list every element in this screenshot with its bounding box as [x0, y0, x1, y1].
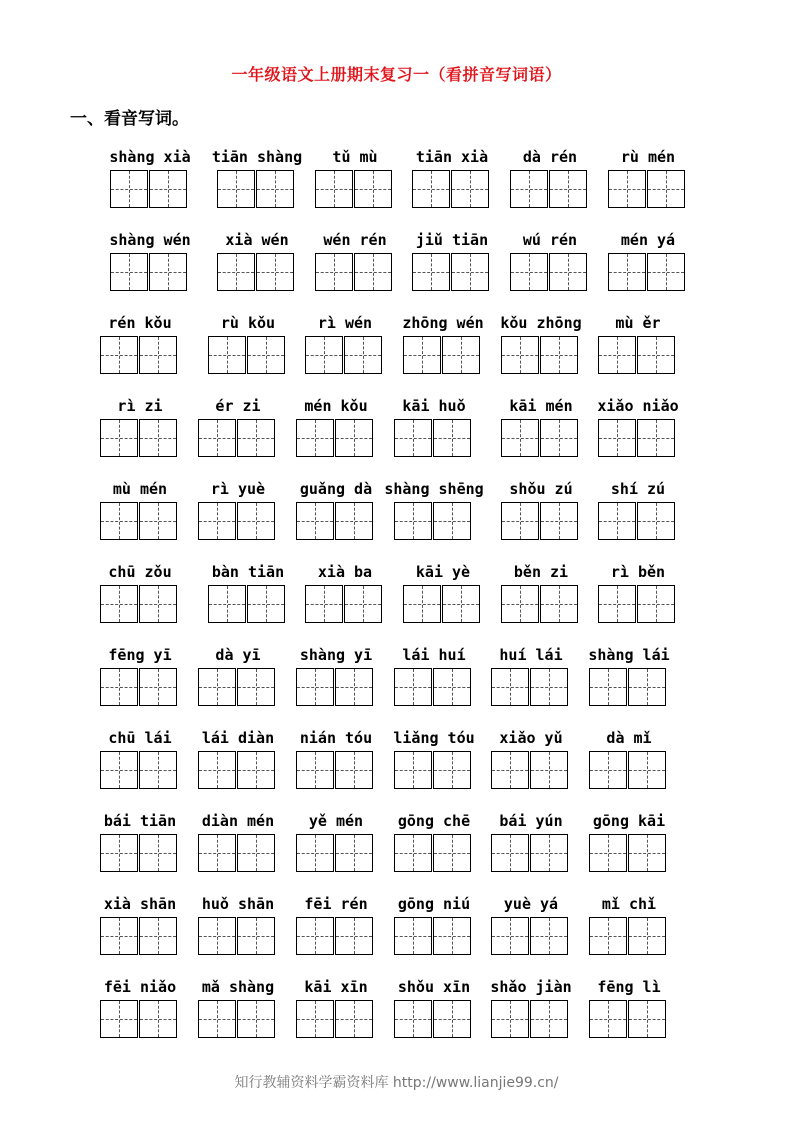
pinyin-label: lái diàn: [201, 729, 275, 747]
tian-zi-grid-box[interactable]: [256, 170, 294, 208]
pinyin-label: chū lái: [108, 729, 172, 747]
tian-zi-grid-box[interactable]: [296, 419, 334, 457]
pinyin-label: yuè yá: [503, 895, 559, 913]
pinyin-label: rù mén: [620, 148, 676, 166]
tian-zi-grid-box[interactable]: [530, 917, 568, 955]
writing-boxes: [589, 1000, 667, 1038]
tian-zi-grid-box[interactable]: [198, 502, 236, 540]
pinyin-label: mù mén: [112, 480, 168, 498]
tian-zi-grid-box[interactable]: [296, 834, 334, 872]
tian-zi-grid-box[interactable]: [335, 917, 373, 955]
tian-zi-grid-box[interactable]: [256, 253, 294, 291]
writing-boxes: [394, 834, 472, 872]
tian-zi-grid-box[interactable]: [247, 336, 285, 374]
tian-zi-grid-box[interactable]: [296, 751, 334, 789]
writing-boxes: [296, 917, 374, 955]
pinyin-label: rén kǒu: [108, 314, 172, 332]
tian-zi-grid-box[interactable]: [100, 502, 138, 540]
pinyin-label: dà mǐ: [606, 729, 652, 747]
pinyin-label: kāi huǒ: [402, 397, 466, 415]
tian-zi-grid-box[interactable]: [315, 253, 353, 291]
tian-zi-grid-box[interactable]: [100, 834, 138, 872]
tian-zi-grid-box[interactable]: [491, 751, 529, 789]
writing-boxes: [100, 336, 178, 374]
pinyin-label: xià ba: [317, 563, 373, 581]
tian-zi-grid-box[interactable]: [296, 917, 334, 955]
tian-zi-grid-box[interactable]: [247, 585, 285, 623]
writing-boxes: [412, 170, 490, 208]
tian-zi-grid-box[interactable]: [237, 668, 275, 706]
pinyin-label: xiǎo yǔ: [499, 729, 563, 747]
writing-boxes: [608, 170, 686, 208]
pinyin-label: rì yuè: [210, 480, 266, 498]
pinyin-label: mǐ chǐ: [601, 895, 657, 913]
tian-zi-grid-box[interactable]: [335, 751, 373, 789]
tian-zi-grid-box[interactable]: [208, 336, 246, 374]
tian-zi-grid-box[interactable]: [442, 585, 480, 623]
tian-zi-grid-box[interactable]: [217, 253, 255, 291]
writing-boxes: [100, 668, 178, 706]
tian-zi-grid-box[interactable]: [647, 253, 685, 291]
pinyin-label: gōng chē: [397, 812, 471, 830]
writing-boxes: [198, 751, 276, 789]
tian-zi-grid-box[interactable]: [637, 502, 675, 540]
pinyin-label: gōng kāi: [592, 812, 666, 830]
tian-zi-grid-box[interactable]: [335, 668, 373, 706]
tian-zi-grid-box[interactable]: [394, 668, 432, 706]
pinyin-label: gōng niú: [397, 895, 471, 913]
tian-zi-grid-box[interactable]: [491, 1000, 529, 1038]
pinyin-label: yě mén: [308, 812, 364, 830]
tian-zi-grid-box[interactable]: [530, 834, 568, 872]
tian-zi-grid-box[interactable]: [628, 1000, 666, 1038]
tian-zi-grid-box[interactable]: [217, 170, 255, 208]
pinyin-label: shí zú: [610, 480, 666, 498]
tian-zi-grid-box[interactable]: [589, 834, 627, 872]
writing-boxes: [208, 336, 286, 374]
tian-zi-grid-box[interactable]: [589, 1000, 627, 1038]
tian-zi-grid-box[interactable]: [100, 1000, 138, 1038]
tian-zi-grid-box[interactable]: [491, 668, 529, 706]
tian-zi-grid-box[interactable]: [433, 1000, 471, 1038]
writing-boxes: [296, 834, 374, 872]
tian-zi-grid-box[interactable]: [100, 917, 138, 955]
tian-zi-grid-box[interactable]: [315, 170, 353, 208]
writing-boxes: [608, 253, 686, 291]
pinyin-label: huí lái: [499, 646, 563, 664]
tian-zi-grid-box[interactable]: [530, 1000, 568, 1038]
tian-zi-grid-box[interactable]: [628, 917, 666, 955]
tian-zi-grid-box[interactable]: [296, 668, 334, 706]
tian-zi-grid-box[interactable]: [433, 419, 471, 457]
writing-boxes: [589, 834, 667, 872]
tian-zi-grid-box[interactable]: [335, 834, 373, 872]
pinyin-label: fēng lì: [597, 978, 661, 996]
pinyin-label: tiān shàng: [211, 148, 303, 166]
writing-boxes: [510, 253, 588, 291]
tian-zi-grid-box[interactable]: [208, 585, 246, 623]
tian-zi-grid-box[interactable]: [100, 419, 138, 457]
tian-zi-grid-box[interactable]: [305, 585, 343, 623]
tian-zi-grid-box[interactable]: [510, 253, 548, 291]
writing-boxes: [394, 419, 472, 457]
writing-boxes: [198, 502, 276, 540]
tian-zi-grid-box[interactable]: [100, 336, 138, 374]
writing-boxes: [296, 502, 374, 540]
pinyin-label: guǎng dà: [299, 480, 373, 498]
pinyin-label: bái tiān: [103, 812, 177, 830]
tian-zi-grid-box[interactable]: [305, 336, 343, 374]
pinyin-label: fēi niǎo: [103, 978, 177, 996]
tian-zi-grid-box[interactable]: [139, 834, 177, 872]
pinyin-label: bàn tiān: [211, 563, 285, 581]
tian-zi-grid-box[interactable]: [198, 917, 236, 955]
tian-zi-grid-box[interactable]: [451, 253, 489, 291]
writing-boxes: [403, 336, 481, 374]
section-heading: 一、看音写词。: [70, 109, 189, 129]
tian-zi-grid-box[interactable]: [510, 170, 548, 208]
pinyin-label: kāi xīn: [304, 978, 368, 996]
tian-zi-grid-box[interactable]: [139, 668, 177, 706]
tian-zi-grid-box[interactable]: [149, 253, 187, 291]
tian-zi-grid-box[interactable]: [549, 253, 587, 291]
tian-zi-grid-box[interactable]: [394, 1000, 432, 1038]
tian-zi-grid-box[interactable]: [412, 253, 450, 291]
writing-boxes: [501, 502, 579, 540]
tian-zi-grid-box[interactable]: [598, 336, 636, 374]
pinyin-label: tiān xià: [415, 148, 489, 166]
page-title: 一年级语文上册期末复习一（看拼音写词语）: [231, 65, 562, 84]
pinyin-label: nián tóu: [299, 729, 373, 747]
tian-zi-grid-box[interactable]: [433, 751, 471, 789]
pinyin-label: mù ěr: [615, 314, 661, 332]
pinyin-label: shǒu xīn: [397, 978, 471, 996]
writing-boxes: [296, 1000, 374, 1038]
tian-zi-grid-box[interactable]: [237, 751, 275, 789]
writing-boxes: [110, 253, 188, 291]
tian-zi-grid-box[interactable]: [433, 668, 471, 706]
writing-boxes: [100, 751, 178, 789]
writing-boxes: [394, 668, 472, 706]
writing-boxes: [412, 253, 490, 291]
tian-zi-grid-box[interactable]: [598, 585, 636, 623]
tian-zi-grid-box[interactable]: [628, 751, 666, 789]
tian-zi-grid-box[interactable]: [540, 419, 578, 457]
pinyin-label: kāi yè: [415, 563, 471, 581]
writing-boxes: [510, 170, 588, 208]
tian-zi-grid-box[interactable]: [394, 502, 432, 540]
pinyin-label: shàng shēng: [384, 480, 484, 498]
writing-boxes: [198, 834, 276, 872]
tian-zi-grid-box[interactable]: [598, 502, 636, 540]
tian-zi-grid-box[interactable]: [296, 502, 334, 540]
tian-zi-grid-box[interactable]: [442, 336, 480, 374]
pinyin-label: chū zǒu: [108, 563, 172, 581]
writing-boxes: [491, 1000, 569, 1038]
footer-watermark: 知行教辅资料学霸资料库 http://www.lianjie99.cn/: [234, 1075, 559, 1091]
writing-boxes: [394, 917, 472, 955]
writing-boxes: [501, 336, 579, 374]
tian-zi-grid-box[interactable]: [139, 336, 177, 374]
pinyin-label: shǎo jiàn: [490, 978, 572, 996]
writing-boxes: [208, 585, 286, 623]
writing-boxes: [501, 585, 579, 623]
tian-zi-grid-box[interactable]: [354, 170, 392, 208]
pinyin-label: lái huí: [402, 646, 466, 664]
pinyin-label: zhōng wén: [402, 314, 484, 332]
tian-zi-grid-box[interactable]: [628, 834, 666, 872]
tian-zi-grid-box[interactable]: [139, 585, 177, 623]
writing-boxes: [589, 751, 667, 789]
pinyin-label: wén rén: [323, 231, 387, 249]
pinyin-label: dà yī: [215, 646, 261, 664]
tian-zi-grid-box[interactable]: [237, 502, 275, 540]
tian-zi-grid-box[interactable]: [540, 336, 578, 374]
writing-boxes: [315, 170, 393, 208]
tian-zi-grid-box[interactable]: [139, 419, 177, 457]
tian-zi-grid-box[interactable]: [549, 170, 587, 208]
tian-zi-grid-box[interactable]: [237, 917, 275, 955]
tian-zi-grid-box[interactable]: [589, 751, 627, 789]
tian-zi-grid-box[interactable]: [139, 917, 177, 955]
writing-boxes: [296, 419, 374, 457]
tian-zi-grid-box[interactable]: [344, 336, 382, 374]
tian-zi-grid-box[interactable]: [394, 419, 432, 457]
tian-zi-grid-box[interactable]: [335, 502, 373, 540]
writing-boxes: [296, 751, 374, 789]
tian-zi-grid-box[interactable]: [589, 668, 627, 706]
tian-zi-grid-box[interactable]: [237, 1000, 275, 1038]
tian-zi-grid-box[interactable]: [608, 253, 646, 291]
pinyin-label: mén kǒu: [304, 397, 368, 415]
pinyin-label: rì wén: [317, 314, 373, 332]
tian-zi-grid-box[interactable]: [451, 170, 489, 208]
writing-boxes: [394, 751, 472, 789]
writing-boxes: [100, 419, 178, 457]
tian-zi-grid-box[interactable]: [637, 419, 675, 457]
tian-zi-grid-box[interactable]: [335, 419, 373, 457]
writing-boxes: [198, 917, 276, 955]
tian-zi-grid-box[interactable]: [100, 751, 138, 789]
tian-zi-grid-box[interactable]: [139, 502, 177, 540]
tian-zi-grid-box[interactable]: [110, 170, 148, 208]
tian-zi-grid-box[interactable]: [237, 419, 275, 457]
pinyin-label: xiǎo niǎo: [597, 397, 679, 415]
writing-boxes: [315, 253, 393, 291]
writing-boxes: [491, 751, 569, 789]
tian-zi-grid-box[interactable]: [433, 502, 471, 540]
pinyin-label: jiǔ tiān: [415, 231, 489, 249]
pinyin-label: běn zi: [513, 563, 569, 581]
pinyin-label: bái yún: [499, 812, 563, 830]
pinyin-label: kǒu zhōng: [500, 314, 582, 332]
pinyin-label: dà rén: [522, 148, 578, 166]
tian-zi-grid-box[interactable]: [139, 1000, 177, 1038]
writing-boxes: [598, 585, 676, 623]
writing-boxes: [100, 834, 178, 872]
tian-zi-grid-box[interactable]: [491, 917, 529, 955]
tian-zi-grid-box[interactable]: [139, 751, 177, 789]
writing-boxes: [100, 917, 178, 955]
writing-boxes: [217, 253, 295, 291]
writing-boxes: [100, 585, 178, 623]
pinyin-label: rù kǒu: [220, 314, 276, 332]
tian-zi-grid-box[interactable]: [647, 170, 685, 208]
writing-boxes: [598, 336, 676, 374]
writing-boxes: [491, 917, 569, 955]
writing-boxes: [491, 834, 569, 872]
pinyin-label: huǒ shān: [201, 895, 275, 913]
tian-zi-grid-box[interactable]: [540, 502, 578, 540]
tian-zi-grid-box[interactable]: [501, 585, 539, 623]
writing-boxes: [110, 170, 188, 208]
tian-zi-grid-box[interactable]: [433, 834, 471, 872]
tian-zi-grid-box[interactable]: [608, 170, 646, 208]
tian-zi-grid-box[interactable]: [403, 336, 441, 374]
pinyin-label: wú rén: [522, 231, 578, 249]
tian-zi-grid-box[interactable]: [394, 834, 432, 872]
tian-zi-grid-box[interactable]: [296, 1000, 334, 1038]
tian-zi-grid-box[interactable]: [198, 751, 236, 789]
tian-zi-grid-box[interactable]: [394, 751, 432, 789]
tian-zi-grid-box[interactable]: [344, 585, 382, 623]
tian-zi-grid-box[interactable]: [198, 834, 236, 872]
pinyin-label: shàng lái: [588, 646, 670, 664]
pinyin-label: ér zi: [215, 397, 261, 415]
pinyin-label: xià wén: [225, 231, 289, 249]
pinyin-label: shàng xià: [109, 148, 191, 166]
pinyin-label: fēi rén: [304, 895, 368, 913]
tian-zi-grid-box[interactable]: [149, 170, 187, 208]
writing-boxes: [403, 585, 481, 623]
tian-zi-grid-box[interactable]: [637, 336, 675, 374]
tian-zi-grid-box[interactable]: [412, 170, 450, 208]
writing-boxes: [198, 668, 276, 706]
tian-zi-grid-box[interactable]: [501, 419, 539, 457]
tian-zi-grid-box[interactable]: [100, 668, 138, 706]
tian-zi-grid-box[interactable]: [540, 585, 578, 623]
tian-zi-grid-box[interactable]: [637, 585, 675, 623]
pinyin-label: mǎ shàng: [201, 978, 275, 996]
pinyin-label: mén yá: [620, 231, 676, 249]
tian-zi-grid-box[interactable]: [198, 668, 236, 706]
writing-boxes: [198, 1000, 276, 1038]
writing-boxes: [394, 1000, 472, 1038]
writing-boxes: [598, 502, 676, 540]
writing-boxes: [598, 419, 676, 457]
pinyin-label: tǔ mù: [332, 148, 378, 166]
writing-boxes: [394, 502, 472, 540]
writing-boxes: [491, 668, 569, 706]
writing-boxes: [217, 170, 295, 208]
tian-zi-grid-box[interactable]: [589, 917, 627, 955]
tian-zi-grid-box[interactable]: [335, 1000, 373, 1038]
pinyin-label: shàng yī: [299, 646, 373, 664]
writing-boxes: [589, 668, 667, 706]
pinyin-label: rì zi: [117, 397, 163, 415]
pinyin-label: shǒu zú: [509, 480, 573, 498]
tian-zi-grid-box[interactable]: [491, 834, 529, 872]
pinyin-label: kāi mén: [509, 397, 573, 415]
tian-zi-grid-box[interactable]: [501, 336, 539, 374]
tian-zi-grid-box[interactable]: [598, 419, 636, 457]
pinyin-label: shàng wén: [109, 231, 191, 249]
tian-zi-grid-box[interactable]: [530, 668, 568, 706]
tian-zi-grid-box[interactable]: [530, 751, 568, 789]
writing-boxes: [100, 1000, 178, 1038]
writing-boxes: [100, 502, 178, 540]
tian-zi-grid-box[interactable]: [100, 585, 138, 623]
pinyin-label: diàn mén: [201, 812, 275, 830]
pinyin-label: rì běn: [610, 563, 666, 581]
writing-boxes: [501, 419, 579, 457]
tian-zi-grid-box[interactable]: [394, 917, 432, 955]
tian-zi-grid-box[interactable]: [403, 585, 441, 623]
tian-zi-grid-box[interactable]: [237, 834, 275, 872]
pinyin-label: xià shān: [103, 895, 177, 913]
tian-zi-grid-box[interactable]: [354, 253, 392, 291]
writing-boxes: [305, 336, 383, 374]
writing-boxes: [198, 419, 276, 457]
pinyin-label: fēng yī: [108, 646, 172, 664]
pinyin-label: liǎng tóu: [393, 729, 475, 747]
tian-zi-grid-box[interactable]: [628, 668, 666, 706]
tian-zi-grid-box[interactable]: [110, 253, 148, 291]
writing-boxes: [296, 668, 374, 706]
tian-zi-grid-box[interactable]: [198, 1000, 236, 1038]
tian-zi-grid-box[interactable]: [433, 917, 471, 955]
writing-boxes: [305, 585, 383, 623]
tian-zi-grid-box[interactable]: [198, 419, 236, 457]
tian-zi-grid-box[interactable]: [501, 502, 539, 540]
writing-boxes: [589, 917, 667, 955]
